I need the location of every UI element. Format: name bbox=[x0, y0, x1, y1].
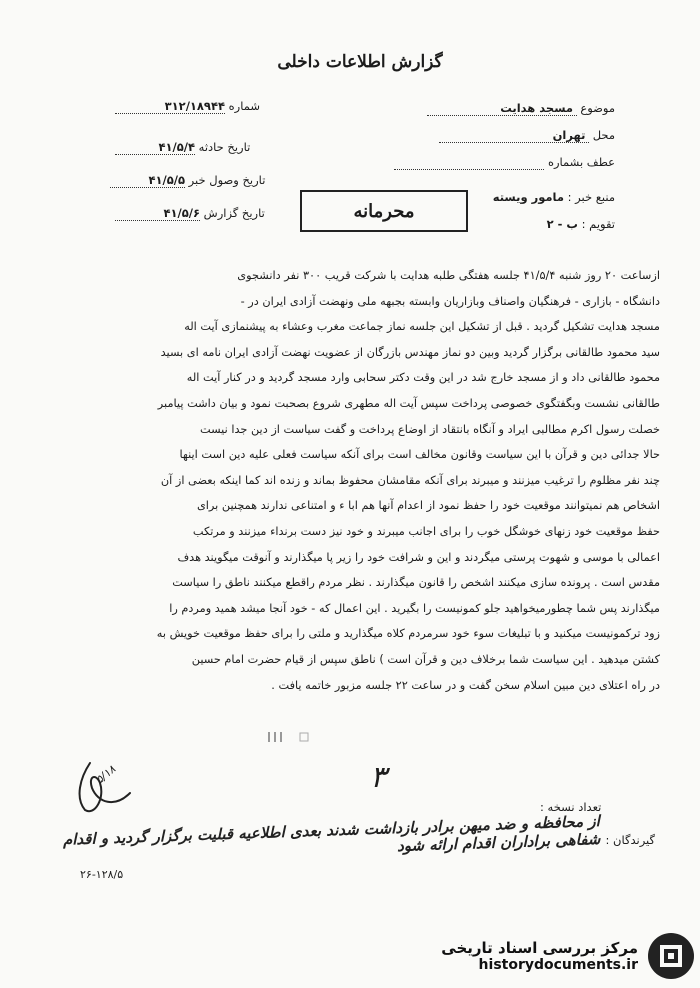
rating-label: تقویم : bbox=[581, 217, 615, 231]
number-label: شماره bbox=[228, 99, 261, 113]
body-line: اشخاص هم نمیتوانند موقعیت خود را حفظ نمود از اعدام آنها هم ابا ء و امتناعی ندارند همچنین برای bbox=[196, 499, 660, 513]
source-value: مامور ویسته bbox=[492, 190, 564, 204]
body-line: میگذارند پس شما چطورمیخواهید جلو کمونیست را بگیرید . این اعمال که - خود آنجا میشد همید ومردم را bbox=[169, 601, 660, 615]
body-line: اعمالی با موسی و شهوت پرستی میگردند و این و شرافت خود را زیر پا میگذارند و آنوقت میگویند هدف bbox=[177, 550, 660, 564]
archive-website: historydocuments.ir bbox=[478, 957, 638, 973]
number-value: ۳۱۲/۱۸۹۴۴ bbox=[164, 99, 225, 113]
handwritten-note: از محافظه و ضد میهن برادر بازداشت شدند بعدی اطلاعیه قبلیت برگزار گردید و اقدام شفاهی براداران اقدام ارائه شود bbox=[62, 812, 601, 856]
body-line: دانشگاه - بازاری - فرهنگیان واصناف وبازاریان وابسته بجبهه ملی ونهضت آزادی ایران در - bbox=[240, 294, 660, 308]
place-field bbox=[439, 128, 615, 143]
receipt-date-value: ۴۱/۵/۵ bbox=[148, 173, 185, 187]
body-line: محمود طالقانی داد و از مسجد خارج شد در این وقت دکتر سحابی وارد مسجد گردید و در کنار آیت اله bbox=[186, 371, 660, 385]
document-title: گزارش اطلاعات داخلی bbox=[277, 52, 443, 72]
report-date-value: ۴۱/۵/۶ bbox=[163, 206, 200, 220]
receipt-date-field bbox=[110, 173, 265, 188]
report-date-label: تاریخ گزارش bbox=[203, 206, 265, 220]
event-date-field bbox=[115, 140, 250, 155]
subject-label: موضوع bbox=[580, 101, 615, 115]
body-line: چند نفر مظلوم را ترغیب میزنند و میبرند برای آنکه مقامشان محفوظ بماند و زنده اند کما اینکه بعضی از آن bbox=[160, 473, 660, 487]
rating-value: ب - ۲ bbox=[546, 217, 578, 231]
source-field bbox=[493, 190, 615, 204]
archive-name: مرکز بررسی اسناد تاریخی bbox=[441, 939, 638, 957]
rating-field bbox=[547, 217, 615, 231]
event-date-label: تاریخ حادثه bbox=[198, 140, 251, 154]
confidential-stamp: محرمانه bbox=[300, 190, 468, 232]
body-line: خصلت رسول اکرم مطالبی ایراد و آنگاه بانتقاد از اوضاع پرداخت و گفت سیاست از دین جدا نیست bbox=[200, 422, 660, 436]
body-line: در راه اعتلای دین مبین اسلام سخن گفت و در ساعت ۲۲ جلسه مزبور خاتمه یافت . bbox=[271, 678, 660, 692]
receipt-date-label: تاریخ وصول خبر bbox=[188, 173, 266, 187]
attach-label: عطف بشماره bbox=[547, 155, 615, 169]
report-body bbox=[80, 263, 660, 698]
body-line: مقدس است . پرونده سازی میکنند اشخص را قانون میگذارند . نظر مردم راقطع میکنند ناطق را سیاست bbox=[172, 576, 660, 590]
margin-mark: ٣ bbox=[370, 760, 387, 795]
event-date-value: ۴۱/۵/۴ bbox=[158, 140, 195, 154]
reference-number: ۲۶-۱۲۸/۵ bbox=[80, 868, 124, 881]
attach-field bbox=[394, 155, 615, 170]
archive-footer bbox=[400, 928, 696, 984]
body-line: حالا جدائی دین و قرآن با این سیاست وقانون مخالف است برای آنکه سیاست فعلی علیه دین است اینها bbox=[179, 448, 660, 462]
place-label: محل bbox=[592, 128, 615, 142]
body-line: مسجد هدایت تشکیل گردید . قبل از تشکیل این جلسه نماز جماعت مغرب وعشاء به پیشنمازی آیت اله bbox=[184, 320, 660, 334]
source-label: منبع خبر : bbox=[567, 190, 615, 204]
body-line: حفظ موقعیت خود زنهای خوشگل خوب را برای اجانب میبرند و خود نیز دست برنداء میزنند و مرتکب bbox=[192, 524, 660, 538]
copy-count-label: تعداد نسخه : bbox=[540, 800, 602, 814]
recipients-label: گیرندگان : bbox=[605, 833, 655, 847]
number-field bbox=[115, 99, 260, 114]
body-line: سید محمود طالقانی برگزار گردید وبین دو نماز مهندس بازرگان از عضویت نهضت آزادی ایران نامه ای بسید bbox=[160, 345, 660, 359]
faint-marks-icon bbox=[260, 730, 320, 744]
subject-value: مسجد هدایت bbox=[500, 101, 574, 115]
subject-field bbox=[427, 101, 615, 116]
report-date-field bbox=[115, 206, 265, 221]
body-line: ازساعت ۲۰ روز شنبه ۴۱/۵/۴ جلسه هفتگی طلبه هدایت با شرکت قریب ۳۰۰ نفر دانشجوی bbox=[237, 269, 660, 282]
body-line: طالقانی نشست وبگفتگوی خصوصی پرداخت سپس آیت اله مطهری شروع بصحبت نمود و بیان داشت پیامبر bbox=[157, 396, 660, 410]
signature-text: ۵/۱۸ bbox=[93, 762, 119, 787]
faint-marks bbox=[260, 730, 320, 747]
body-line: کشتن میدهید . این سیاست شما برخلاف دین و قرآن است ) ناطق سپس از قیام حضرت امام حسین bbox=[191, 652, 660, 666]
place-value: تهران bbox=[552, 128, 586, 142]
archive-logo-icon bbox=[646, 931, 696, 981]
body-line: زود ترکمونیست میکنید و با تبلیغات سوء خود سرمردم کلاه میگذارید و ملتی را برای حفظ موقعیت خویش به bbox=[156, 627, 660, 641]
